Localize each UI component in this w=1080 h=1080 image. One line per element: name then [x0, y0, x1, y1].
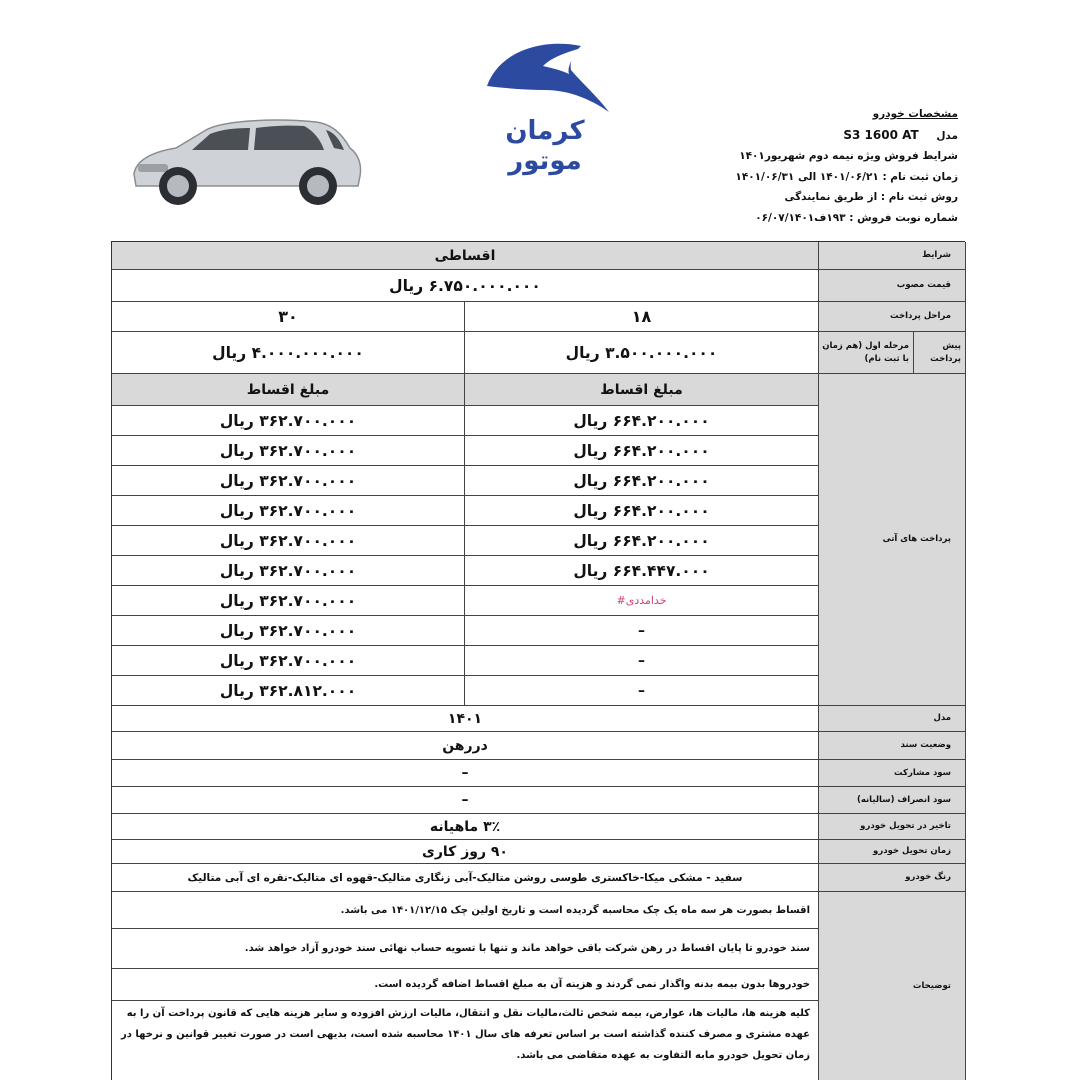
kerman-motor-logo-icon [485, 40, 610, 118]
model-row-label: مدل [819, 706, 966, 732]
installment-30-row: ۳۶۲.۷۰۰.۰۰۰ ریال [112, 406, 465, 436]
sale-number: شماره نوبت فروش : ۱۹۳ف۰۶/۰۷/۱۴۰۱ [755, 211, 958, 224]
conditions-value: اقساطی [112, 242, 819, 270]
installment-18-row: ۶۶۴.۲۰۰.۰۰۰ ریال [465, 526, 819, 556]
first-stage-label: مرحله اول (هم زمان با ثبت نام) [819, 332, 914, 374]
installment-18-row: ۶۶۴.۴۴۷.۰۰۰ ریال [465, 556, 819, 586]
stage-30: ۳۰ [112, 302, 465, 332]
delivery-time-value: ۹۰ روز کاری [112, 840, 819, 864]
approved-price-value: ۶.۷۵۰.۰۰۰.۰۰۰ ریال [112, 270, 819, 302]
partnership-profit-label: سود مشارکت [819, 760, 966, 787]
installment-30-row: ۳۶۲.۷۰۰.۰۰۰ ریال [112, 556, 465, 586]
installment-18-row: ۶۶۴.۲۰۰.۰۰۰ ریال [465, 436, 819, 466]
partnership-profit-value: – [112, 760, 819, 787]
note-item: سند خودرو تا پایان اقساط در رهن شرکت باقی خواهد ماند و تنها با تسویه حساب نهائی سند خودرو آزاد خواهد شد. [112, 929, 819, 969]
notes-label: توضیحات [819, 892, 966, 1080]
doc-status-label: وضعیت سند [819, 732, 966, 760]
model-value: S3 1600 AT [843, 127, 919, 142]
installment-30-row: ۳۶۲.۷۰۰.۰۰۰ ریال [112, 526, 465, 556]
stage-18: ۱۸ [465, 302, 819, 332]
installment-30-row: ۳۶۲.۷۰۰.۰۰۰ ریال [112, 646, 465, 676]
note-item: اقساط بصورت هر سه ماه یک چک محاسبه گردیده است و تاریخ اولین چک ۱۴۰۱/۱۲/۱۵ می باشد. [112, 892, 819, 929]
installment-18-row: – [465, 616, 819, 646]
sale-conditions: شرایط فروش ویژه نیمه دوم شهریور۱۴۰۱ [739, 150, 958, 163]
cancellation-profit-value: – [112, 787, 819, 814]
model-row-value: ۱۴۰۱ [112, 706, 819, 732]
cancellation-profit-label: سود انصراف (سالیانه) [819, 787, 966, 814]
model-label: مدل [936, 129, 958, 142]
specs-title: مشخصات خودرو [872, 108, 958, 120]
brand-text: کرمان موتور [505, 116, 585, 176]
registration-method: روش ثبت نام : از طریق نمایندگی [784, 191, 958, 204]
installment-30-row: ۳۶۲.۸۱۲.۰۰۰ ریال [112, 676, 465, 706]
future-payments-label: پرداخت های آتی [819, 374, 966, 706]
color-label: رنگ خودرو [819, 864, 966, 892]
registration-time: زمان ثبت نام : ۱۴۰۱/۰۶/۲۱ الی ۱۴۰۱/۰۶/۳۱ [735, 170, 958, 183]
delay-value: ۳٪ ماهیانه [112, 814, 819, 840]
prepayment-label: پیش پرداخت [914, 332, 966, 374]
installment-18-row: ۶۶۴.۲۰۰.۰۰۰ ریال [465, 496, 819, 526]
installment-18-row: ۶۶۴.۲۰۰.۰۰۰ ریال [465, 466, 819, 496]
prepayment-18: ۳.۵۰۰.۰۰۰.۰۰۰ ریال [465, 332, 819, 374]
installment-18-row: ۶۶۴.۲۰۰.۰۰۰ ریال [465, 406, 819, 436]
prepayment-30: ۴.۰۰۰.۰۰۰.۰۰۰ ریال [112, 332, 465, 374]
hashtag-watermark: #خدامددی [465, 586, 819, 616]
delivery-time-label: زمان تحویل خودرو [819, 840, 966, 864]
installment-header-30: مبلغ اقساط [112, 374, 465, 406]
installment-18-row: – [465, 646, 819, 676]
installment-30-row: ۳۶۲.۷۰۰.۰۰۰ ریال [112, 496, 465, 526]
installment-30-row: ۳۶۲.۷۰۰.۰۰۰ ریال [112, 586, 465, 616]
installment-table [111, 241, 965, 1080]
color-value: سفید - مشکی میکا-خاکستری طوسی روشن متالیک-آبی زنگاری متالیک-قهوه ای متالیک-نقره ای آبی متالیک [112, 864, 819, 892]
approved-price-label: قیمت مصوب [819, 270, 966, 302]
stages-label: مراحل پرداخت [819, 302, 966, 332]
installment-18-row: – [465, 676, 819, 706]
installment-30-row: ۳۶۲.۷۰۰.۰۰۰ ریال [112, 466, 465, 496]
suv-car-image-icon [128, 112, 364, 208]
doc-status-value: دررهن [112, 732, 819, 760]
model-line [638, 125, 958, 147]
brand-logo [470, 40, 620, 176]
note-item: کلیه هزینه ها، مالیات ها، عوارض، بیمه شخص ثالث،مالیات نقل و انتقال، مالیات ارزش افزوده و سایر هزینه هایی که قانون پرداخت آن را به عهده مشتری و مصرف کننده گذاشته است بر اساس تعرفه های سال ۱۴۰۱ محاسبه شده است، بدیهی است در صورت تغییر قوانین و نرخها در زمان تحویل خودرو مابه التفاوت به عهده متقاضی می باشد. [112, 1001, 819, 1080]
vehicle-specs [638, 104, 958, 229]
installment-30-row: ۳۶۲.۷۰۰.۰۰۰ ریال [112, 436, 465, 466]
note-item: خودروها بدون بیمه بدنه واگذار نمی گردند و هزینه آن به مبلغ اقساط اضافه گردیده است. [112, 969, 819, 1001]
delay-label: تاخیر در تحویل خودرو [819, 814, 966, 840]
installment-header-18: مبلغ اقساط [465, 374, 819, 406]
installment-30-row: ۳۶۲.۷۰۰.۰۰۰ ریال [112, 616, 465, 646]
conditions-label: شرایط [819, 242, 966, 270]
